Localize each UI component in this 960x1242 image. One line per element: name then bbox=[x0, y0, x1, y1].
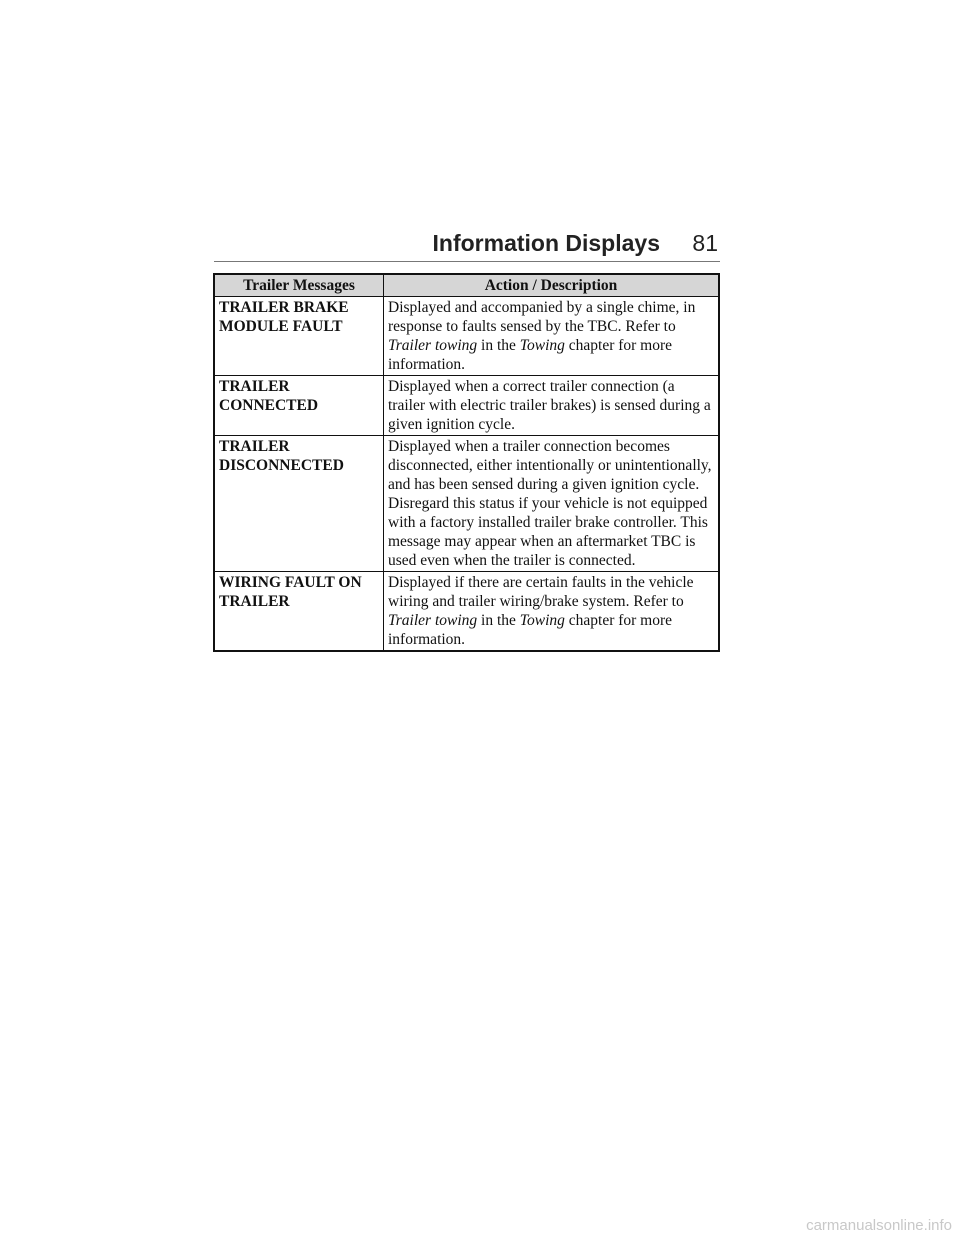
reference-link-text: Trailer towing bbox=[388, 337, 478, 354]
message-cell: WIRING FAULT ON TRAILER bbox=[214, 572, 384, 652]
table-row bbox=[214, 297, 719, 376]
column-header-description: Action / Description bbox=[384, 274, 720, 297]
header-divider bbox=[214, 261, 720, 262]
description-cell: Displayed when a trailer connection becomes disconnected, either intentionally or unintentionally, and has been sensed during a given ignition cycle. Disregard this status if your vehicle is not equipped with a factory installed trailer brake controller. This message may appear when an aftermarket TBC is used even when the trailer is connected. bbox=[384, 436, 720, 572]
description-text: chapter for more information. bbox=[388, 337, 673, 373]
table-header-row bbox=[214, 274, 719, 297]
description-text: in the bbox=[477, 612, 520, 629]
table-row bbox=[214, 436, 719, 572]
reference-link-text: Trailer towing bbox=[388, 612, 478, 629]
description-text: Displayed and accompanied by a single chime, in response to faults sensed by the TBC. Refer to bbox=[388, 299, 696, 335]
table-row bbox=[214, 572, 719, 652]
description-text: Displayed if there are certain faults in the vehicle wiring and trailer wiring/brake system. Refer to bbox=[388, 574, 694, 610]
description-text: chapter for more information. bbox=[388, 612, 673, 648]
chapter-reference-text: Towing bbox=[519, 612, 565, 629]
table-row bbox=[214, 376, 719, 436]
description-text: in the bbox=[477, 337, 520, 354]
message-cell: TRAILER CONNECTED bbox=[214, 376, 384, 436]
trailer-messages-table bbox=[213, 273, 720, 652]
message-cell: TRAILER DISCONNECTED bbox=[214, 436, 384, 572]
page-title: Information Displays bbox=[432, 230, 660, 256]
page-header bbox=[214, 228, 720, 262]
description-cell bbox=[384, 297, 720, 376]
message-cell: TRAILER BRAKE MODULE FAULT bbox=[214, 297, 384, 376]
page-number: 81 bbox=[692, 230, 718, 256]
column-header-messages: Trailer Messages bbox=[214, 274, 384, 297]
description-cell bbox=[384, 572, 720, 652]
watermark-text: carmanualsonline.info bbox=[806, 1217, 952, 1234]
description-cell: Displayed when a correct trailer connection (a trailer with electric trailer brakes) is sensed during a given ignition cycle. bbox=[384, 376, 720, 436]
chapter-reference-text: Towing bbox=[519, 337, 565, 354]
